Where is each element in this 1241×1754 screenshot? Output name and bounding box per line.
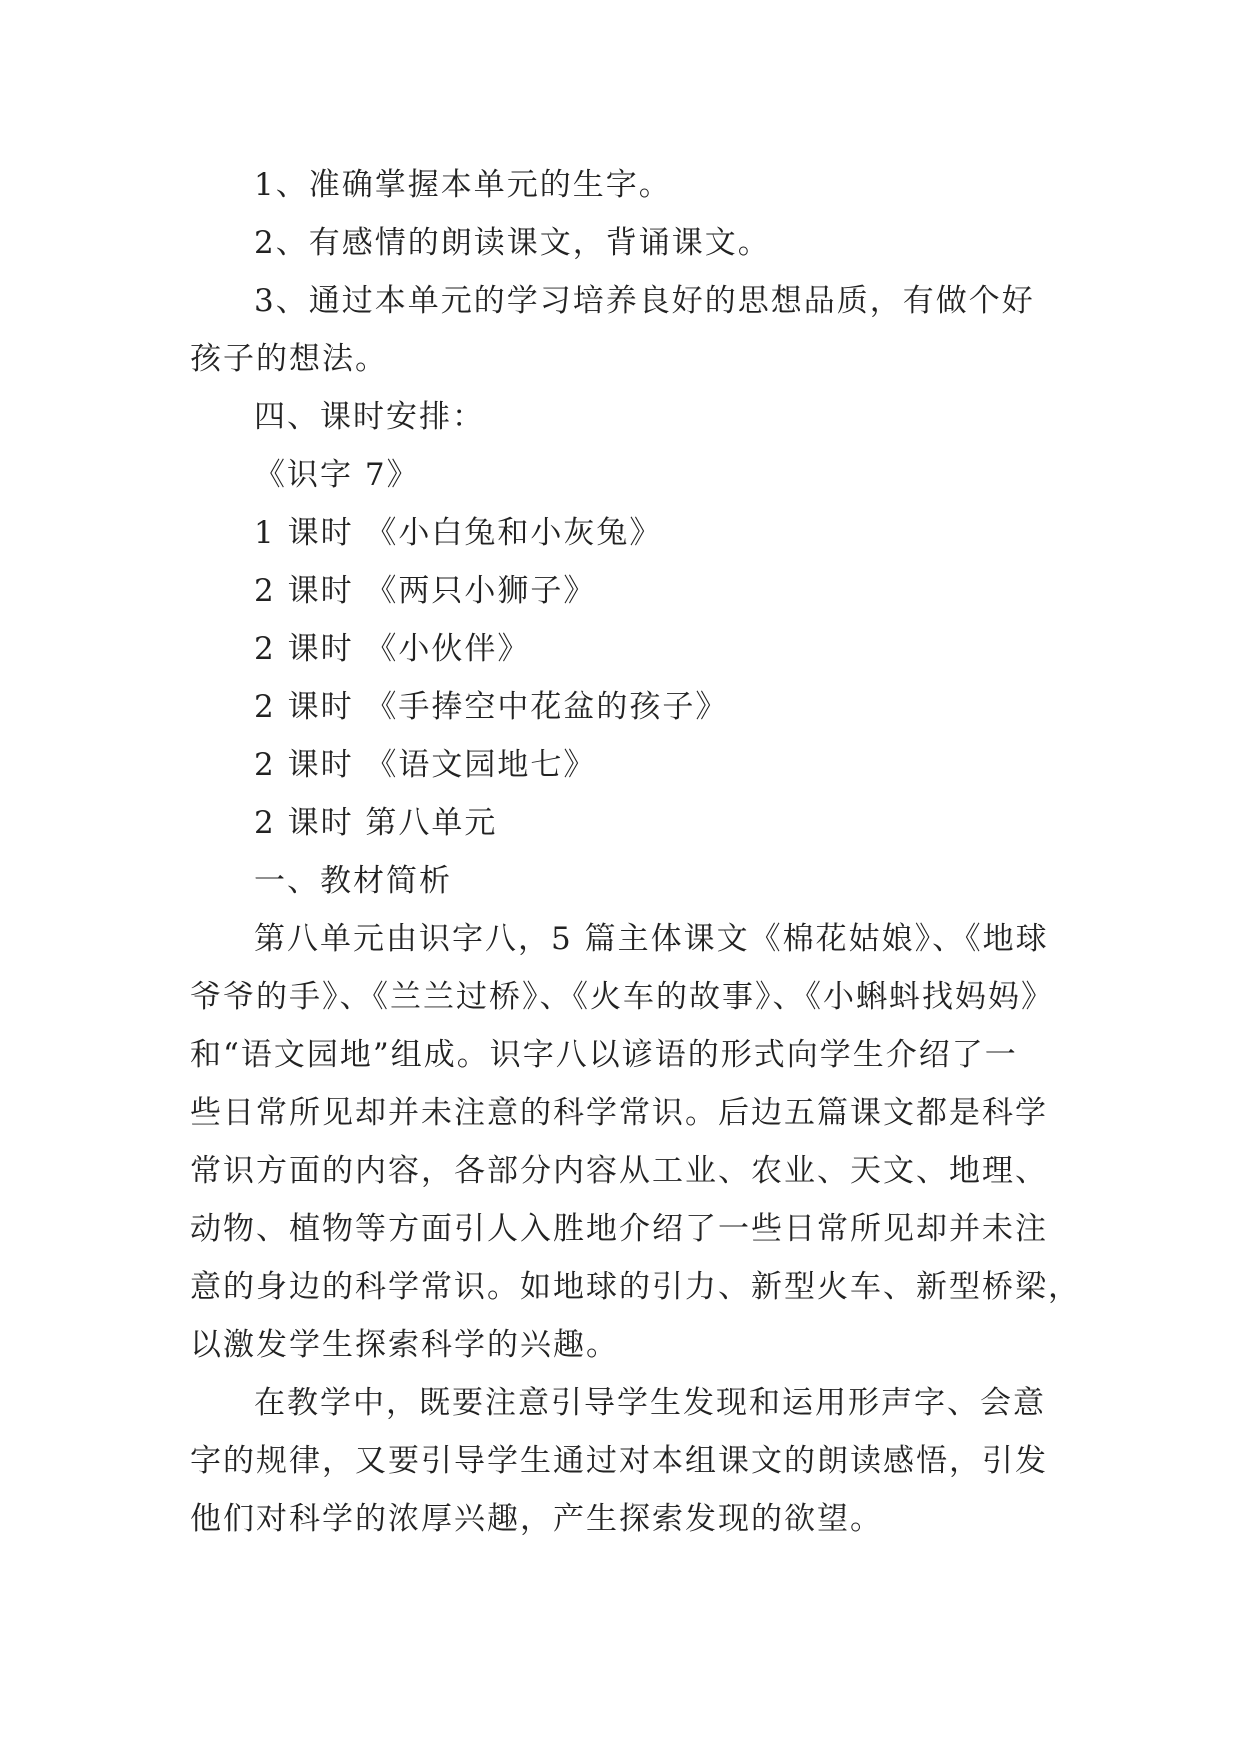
goal-item-3-continued: 孩子的想法。 (190, 341, 388, 377)
paragraph-line: 爷爷的手》、《兰兰过桥》、《火车的故事》、《小蝌蚪找妈妈》 (190, 979, 1054, 1015)
schedule-item: 2 课时 第八单元 (254, 805, 498, 841)
schedule-item: 2 课时 《小伙伴》 (254, 631, 531, 667)
goal-item-2: 2、有感情的朗读课文，背诵课文。 (254, 225, 771, 261)
analysis-paragraph-1 (190, 910, 1081, 1374)
paragraph-line: 意的身边的科学常识。如地球的引力、新型火车、新型桥梁， (190, 1269, 1081, 1305)
schedule-item: 2 课时 《手捧空中花盆的孩子》 (254, 689, 729, 725)
schedule-item: 1 课时 《小白兔和小灰兔》 (254, 515, 663, 551)
paragraph-line: 和“语文园地”组成。识字八以谚语的形式向学生介绍了一 (190, 1037, 1018, 1073)
paragraph-line: 在教学中，既要注意引导学生发现和运用形声字、会意 (254, 1385, 1046, 1421)
paragraph-line: 动物、植物等方面引人入胜地介绍了一些日常所见却并未注 (190, 1211, 1048, 1247)
paragraph-line: 常识方面的内容，各部分内容从工业、农业、天文、地理、 (190, 1153, 1048, 1189)
schedule-item: 《识字 7》 (254, 457, 420, 493)
schedule-heading: 四、课时安排： (254, 399, 485, 435)
paragraph-line: 他们对科学的浓厚兴趣，产生探索发现的欲望。 (190, 1501, 883, 1537)
paragraph-line: 字的规律，又要引导学生通过对本组课文的朗读感悟，引发 (190, 1443, 1048, 1479)
goal-item-1: 1、准确掌握本单元的生字。 (254, 167, 672, 203)
schedule-item: 2 课时 《语文园地七》 (254, 747, 597, 783)
paragraph-line: 些日常所见却并未注意的科学常识。后边五篇课文都是科学 (190, 1095, 1048, 1131)
goal-item-3: 3、通过本单元的学习培养良好的思想品质，有做个好 (254, 283, 1035, 319)
paragraph-line: 以激发学生探索科学的兴趣。 (190, 1327, 619, 1363)
analysis-paragraph-2 (190, 1374, 1070, 1548)
paragraph-line: 第八单元由识字八，5 篇主体课文《棉花姑娘》、《地球 (254, 921, 1049, 957)
analysis-heading: 一、教材简析 (254, 863, 452, 899)
document-body (190, 156, 1081, 1548)
schedule-item: 2 课时 《两只小狮子》 (254, 573, 597, 609)
